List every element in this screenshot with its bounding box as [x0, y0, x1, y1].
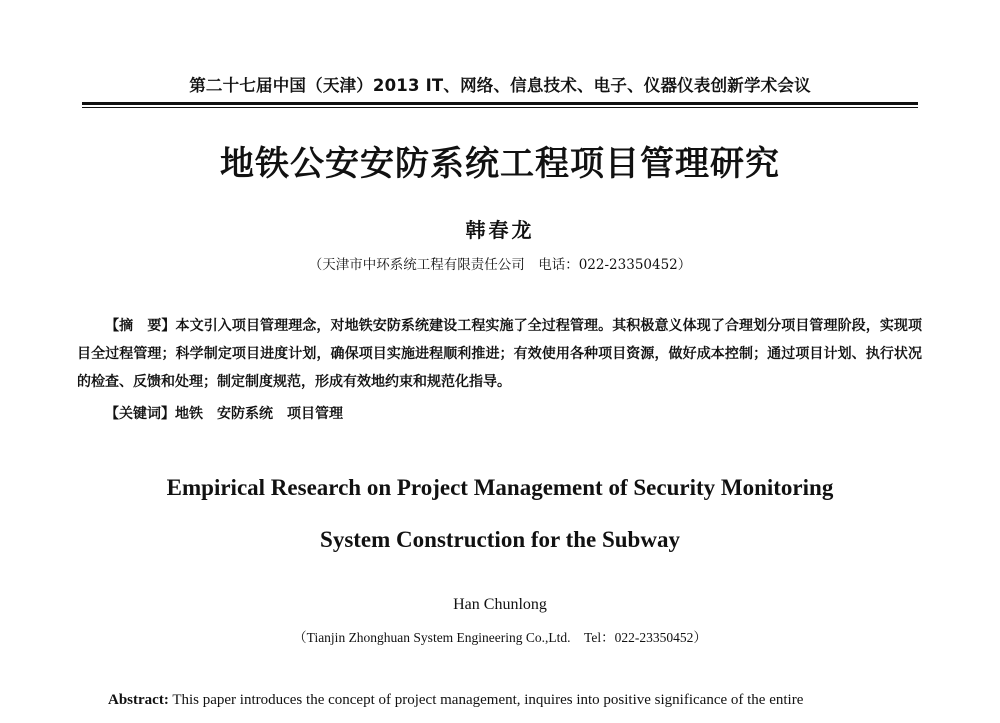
- conference-header: 第二十七届中国（天津）2013 IT、网络、信息技术、电子、仪器仪表创新学术会议: [189, 76, 811, 95]
- abstract-cn-label: 【摘 要】: [105, 318, 176, 334]
- keyword: 项目管理: [287, 406, 343, 422]
- paper-title-en-line1: Empirical Research on Project Management of Security Monitoring: [166, 475, 834, 500]
- abstract-cn-text: 本文引入项目管理理念，对地铁安防系统建设工程实施了全过程管理。其积极意义体现了合理划分项目管理阶段，实现项目全过程管理；科学制定项目进度计划，确保项目实施进程顺利推进；有效使用各种项目资源，做好成本控制；通过项目计划、执行状况的检查、反馈和处理；制定制度规范，形成有效地约束和规范化指导。: [77, 318, 923, 390]
- author-cn: 韩春龙: [465, 218, 535, 242]
- header-rule-thin: [82, 107, 918, 108]
- abstract-cn: [77, 312, 922, 396]
- paper-title-cn: 地铁公安安防系统工程项目管理研究: [220, 144, 780, 184]
- author-en: Han Chunlong: [453, 596, 547, 613]
- affiliation-en: （Tianjin Zhonghuan System Engineering Co.,Ltd. Tel：022-23350452）: [293, 630, 707, 645]
- paper-title-en-line2: System Construction for the Subway: [320, 527, 680, 552]
- keywords-cn-label: 【关键词】: [105, 406, 175, 422]
- keyword: 地铁: [175, 406, 203, 422]
- keywords-cn: [105, 400, 357, 428]
- keyword: 安防系统: [217, 406, 273, 422]
- abstract-en-text: This paper introduces the concept of project management, inquires into positive significance of the entire: [172, 692, 804, 708]
- abstract-en-label: Abstract:: [108, 692, 169, 708]
- header-rule-thick: [82, 102, 918, 105]
- affiliation-cn: （天津市中环系统工程有限责任公司 电话：022-23350452）: [308, 257, 692, 273]
- abstract-en: [108, 686, 920, 714]
